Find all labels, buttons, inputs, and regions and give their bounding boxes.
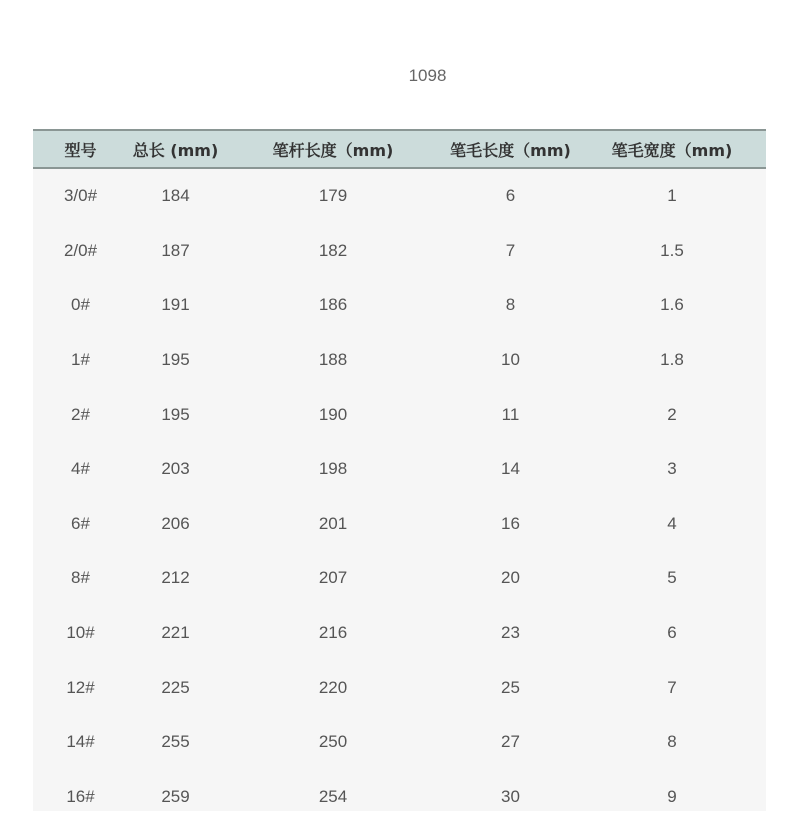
table-row bbox=[33, 715, 766, 770]
cell-total-length: 259 bbox=[161, 786, 190, 806]
cell-total-length: 191 bbox=[161, 295, 190, 315]
header-total-length: 总长 (mm) bbox=[132, 140, 219, 160]
cell-bristle-width: 2 bbox=[667, 404, 677, 424]
cell-bristle-width: 3 bbox=[667, 459, 677, 479]
cell-handle-length: 207 bbox=[318, 568, 348, 588]
cell-total-length: 203 bbox=[161, 459, 190, 479]
cell-model: 0# bbox=[71, 295, 90, 315]
spec-table bbox=[33, 129, 766, 811]
cell-model: 12# bbox=[66, 677, 95, 697]
cell-bristle-length: 10 bbox=[501, 350, 520, 370]
cell-bristle-length: 8 bbox=[505, 295, 516, 315]
header-bristle-width: 笔毛宽度（mm) bbox=[611, 140, 733, 160]
cell-bristle-length: 14 bbox=[501, 459, 520, 479]
header-bristle-length: 笔毛长度（mm) bbox=[450, 140, 571, 160]
cell-bristle-width: 7 bbox=[667, 677, 677, 697]
cell-model: 4# bbox=[71, 459, 90, 479]
cell-bristle-width: 5 bbox=[667, 568, 677, 588]
cell-model: 3/0# bbox=[63, 186, 98, 206]
cell-model: 16# bbox=[66, 786, 95, 806]
cell-handle-length: 182 bbox=[318, 240, 348, 260]
table-row bbox=[33, 770, 766, 824]
cell-bristle-length: 20 bbox=[501, 568, 520, 588]
cell-bristle-length: 16 bbox=[501, 513, 520, 533]
cell-bristle-width: 1 bbox=[667, 186, 677, 206]
cell-model: 14# bbox=[66, 732, 95, 752]
cell-total-length: 225 bbox=[161, 677, 190, 697]
cell-total-length: 255 bbox=[161, 732, 190, 752]
cell-total-length: 195 bbox=[161, 404, 190, 424]
table-row bbox=[33, 551, 766, 606]
table-header bbox=[33, 131, 766, 169]
cell-bristle-width: 4 bbox=[667, 513, 677, 533]
cell-handle-length: 216 bbox=[318, 623, 348, 643]
cell-total-length: 206 bbox=[161, 513, 190, 533]
cell-bristle-width: 1.5 bbox=[660, 240, 684, 260]
cell-model: 6# bbox=[71, 513, 90, 533]
cell-handle-length: 186 bbox=[318, 295, 348, 315]
table-row bbox=[33, 169, 766, 224]
cell-bristle-length: 7 bbox=[505, 240, 516, 260]
cell-handle-length: 198 bbox=[318, 459, 348, 479]
cell-total-length: 212 bbox=[161, 568, 190, 588]
cell-model: 2/0# bbox=[63, 240, 98, 260]
table-row bbox=[33, 660, 766, 715]
cell-bristle-length: 23 bbox=[501, 623, 520, 643]
cell-handle-length: 188 bbox=[318, 350, 348, 370]
table-row bbox=[33, 497, 766, 552]
cell-bristle-width: 8 bbox=[667, 732, 677, 752]
cell-model: 1# bbox=[71, 350, 90, 370]
cell-handle-length: 250 bbox=[318, 732, 348, 752]
header-model: 型号 bbox=[64, 140, 97, 160]
table-row bbox=[33, 333, 766, 388]
cell-model: 2# bbox=[71, 404, 90, 424]
cell-total-length: 187 bbox=[161, 240, 190, 260]
cell-bristle-length: 11 bbox=[501, 404, 520, 424]
cell-bristle-width: 1.6 bbox=[660, 295, 684, 315]
cell-bristle-width: 9 bbox=[667, 786, 677, 806]
cell-bristle-length: 6 bbox=[505, 186, 516, 206]
table-row bbox=[33, 442, 766, 497]
header-handle-length: 笔杆长度（mm) bbox=[272, 140, 394, 160]
table-row bbox=[33, 387, 766, 442]
cell-total-length: 221 bbox=[161, 623, 190, 643]
cell-bristle-width: 6 bbox=[667, 623, 677, 643]
table-row bbox=[33, 224, 766, 279]
table-body bbox=[33, 169, 766, 824]
cell-bristle-width: 1.8 bbox=[660, 350, 684, 370]
cell-handle-length: 254 bbox=[318, 786, 348, 806]
cell-handle-length: 201 bbox=[318, 513, 348, 533]
cell-handle-length: 179 bbox=[318, 186, 348, 206]
cell-bristle-length: 25 bbox=[501, 677, 520, 697]
table-row bbox=[33, 278, 766, 333]
table-row bbox=[33, 606, 766, 661]
cell-model: 10# bbox=[66, 623, 95, 643]
page-title: 1098 bbox=[408, 66, 447, 85]
cell-model: 8# bbox=[71, 568, 90, 588]
cell-handle-length: 220 bbox=[318, 677, 348, 697]
cell-bristle-length: 30 bbox=[501, 786, 520, 806]
cell-total-length: 184 bbox=[161, 186, 190, 206]
cell-bristle-length: 27 bbox=[501, 732, 520, 752]
cell-handle-length: 190 bbox=[318, 404, 348, 424]
cell-total-length: 195 bbox=[161, 350, 190, 370]
